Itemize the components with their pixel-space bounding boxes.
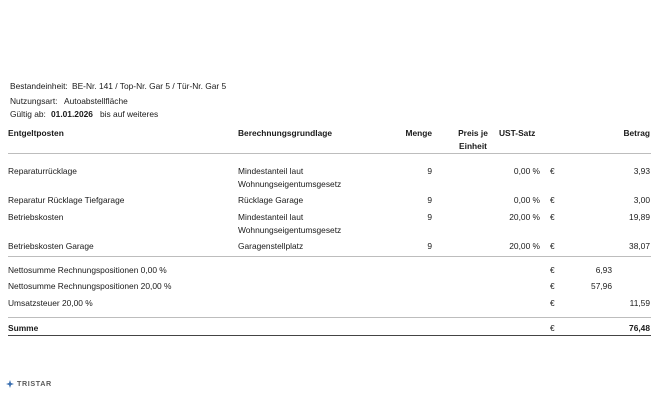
summary-divider xyxy=(8,317,651,318)
summary-label: Umsatzsteuer 20,00 % xyxy=(8,298,93,308)
summary-amount: 11,59 xyxy=(629,298,650,308)
col-unit-price-2: Einheit xyxy=(459,141,487,151)
summary-currency: € xyxy=(550,281,555,291)
summary-subtotal: 57,96 xyxy=(591,281,612,291)
summary-label: Nettosumme Rechnungspositionen 0,00 % xyxy=(8,265,167,275)
row-amount: 3,93 xyxy=(633,166,650,176)
row-basis-2: Wohnungseigentumsgesetz xyxy=(238,225,342,235)
row-vat: 0,00 % xyxy=(513,166,540,176)
rows-divider xyxy=(8,256,651,257)
row-amount: 38,07 xyxy=(629,241,650,251)
row-basis: Mindestanteil laut xyxy=(238,212,304,222)
row-basis-2: Wohnungseigentumsgesetz xyxy=(238,179,342,189)
company-logo xyxy=(6,379,52,388)
row-vat: 20,00 % xyxy=(509,212,540,222)
valid-label: Gültig ab: xyxy=(10,109,46,119)
summary-currency: € xyxy=(550,265,555,275)
row-basis: Garagenstellplatz xyxy=(238,241,304,251)
col-unit-price-1: Preis je xyxy=(458,128,488,138)
row-basis: Rücklage Garage xyxy=(238,195,304,205)
be-value: BE-Nr. 141 / Top-Nr. Gar 5 / Tür-Nr. Gar 5 xyxy=(72,81,227,91)
col-basis: Berechnungsgrundlage xyxy=(238,128,332,138)
total-amount: 76,48 xyxy=(629,323,650,333)
row-item: Betriebskosten Garage xyxy=(8,241,94,251)
summary-label: Nettosumme Rechnungspositionen 20,00 % xyxy=(8,281,172,291)
row-item: Reparaturrücklage xyxy=(8,166,77,176)
row-currency: € xyxy=(550,241,555,251)
header-divider xyxy=(8,153,651,154)
row-item: Betriebskosten xyxy=(8,212,64,222)
row-amount: 3,00 xyxy=(633,195,650,205)
summary-subtotal: 6,93 xyxy=(595,265,612,275)
col-item: Entgeltposten xyxy=(8,128,64,138)
row-currency: € xyxy=(550,212,555,222)
total-label: Summe xyxy=(8,323,39,333)
row-qty: 9 xyxy=(427,195,432,205)
row-currency: € xyxy=(550,195,555,205)
summary-currency: € xyxy=(550,298,555,308)
col-amount: Betrag xyxy=(623,128,650,138)
row-amount: 19,89 xyxy=(629,212,650,222)
row-vat: 0,00 % xyxy=(513,195,540,205)
be-label: Bestandeinheit: xyxy=(10,81,68,91)
row-qty: 9 xyxy=(427,212,432,222)
col-vat: UST-Satz xyxy=(499,128,536,138)
usage-value: Autoabstellfläche xyxy=(64,96,128,106)
logo-text: TRISTAR xyxy=(17,379,52,388)
valid-suffix: bis auf weiteres xyxy=(100,109,159,119)
valid-date: 01.01.2026 xyxy=(51,109,93,119)
row-basis: Mindestanteil laut xyxy=(238,166,304,176)
usage-label: Nutzungsart: xyxy=(10,96,58,106)
col-qty: Menge xyxy=(405,128,432,138)
row-qty: 9 xyxy=(427,166,432,176)
row-vat: 20,00 % xyxy=(509,241,540,251)
total-currency: € xyxy=(550,323,555,333)
row-qty: 9 xyxy=(427,241,432,251)
tristar-logo-icon xyxy=(6,380,14,388)
row-currency: € xyxy=(550,166,555,176)
row-item: Reparatur Rücklage Tiefgarage xyxy=(8,195,125,205)
total-underline xyxy=(8,335,651,336)
